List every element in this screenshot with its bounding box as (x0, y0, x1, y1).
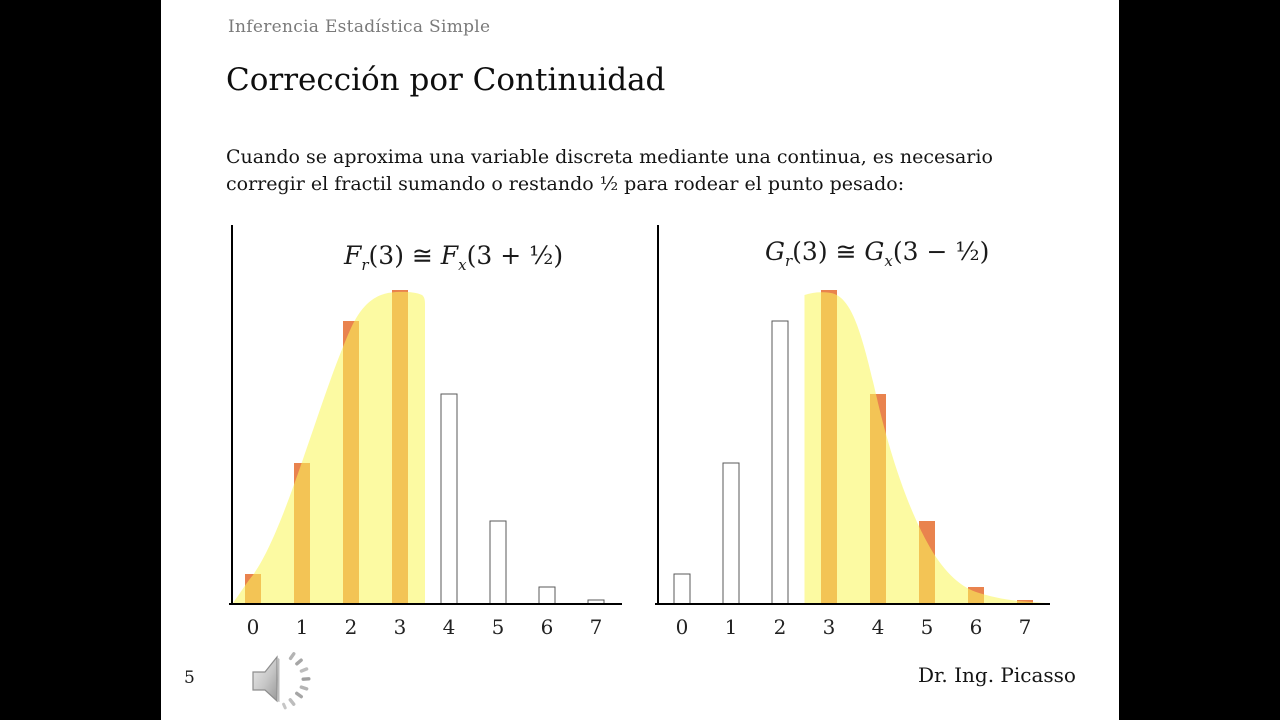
formula-left-fn: F (344, 241, 362, 270)
x-tick-label: 7 (1018, 615, 1032, 639)
chart-discrete-cdf-left (225, 220, 650, 654)
chart-discrete-survival-right (650, 220, 1090, 654)
x-tick-label: 6 (540, 615, 554, 639)
formula-right-sub2: x (884, 252, 893, 270)
x-tick-label: 3 (822, 615, 836, 639)
continuous-approximation-area (805, 292, 1051, 603)
formula-left-sub2: x (458, 256, 467, 274)
formula-left-tail: (3 + ½) (466, 241, 564, 270)
body-line-1: Cuando se aproxima una variable discreta mediante una continua, es necesario (226, 146, 993, 168)
continuous-approximation-area (233, 292, 425, 603)
x-tick-label: 5 (920, 615, 934, 639)
x-tick-label: 7 (589, 615, 603, 639)
formula-right-tail: (3 − ½) (892, 237, 990, 266)
sound-wave-dashes (282, 651, 311, 709)
x-tick-label: 2 (344, 615, 358, 639)
x-tick-label: 5 (491, 615, 505, 639)
formula-right-fn2: G (864, 237, 885, 266)
bar-x1 (723, 463, 739, 604)
formula-left-fn2: F (440, 241, 459, 270)
body-line-2: corregir el fractil sumando o restando ½ para rodear el punto pesado: (226, 173, 905, 195)
formula-right-fn: G (765, 237, 785, 266)
audio-speaker-icon[interactable] (246, 648, 320, 716)
page-title: Corrección por Continuidad (226, 62, 666, 98)
bar-x0 (674, 574, 690, 604)
x-tick-label: 6 (969, 615, 983, 639)
formula-right-mid: (3) ≅ (792, 237, 865, 266)
x-tick-label: 3 (393, 615, 407, 639)
x-tick-label: 1 (295, 615, 309, 639)
x-tick-label: 0 (246, 615, 260, 639)
x-tick-label: 2 (773, 615, 787, 639)
bar-x4 (441, 394, 457, 604)
body-text (226, 144, 993, 198)
x-tick-label: 1 (724, 615, 738, 639)
formula-right-sub1: r (784, 252, 793, 270)
formula-left-sub1: r (361, 256, 369, 274)
bar-x2 (772, 321, 788, 604)
bar-x5 (490, 521, 506, 604)
author-credit: Dr. Ing. Picasso (918, 663, 1076, 687)
x-tick-label: 0 (675, 615, 689, 639)
x-tick-label: 4 (442, 615, 456, 639)
bar-x6 (539, 587, 555, 604)
slide-header: Inferencia Estadística Simple (228, 17, 491, 37)
formula-left-mid: (3) ≅ (368, 241, 441, 270)
x-tick-label: 4 (871, 615, 885, 639)
page-number: 5 (184, 668, 195, 688)
speaker-body (253, 657, 277, 701)
